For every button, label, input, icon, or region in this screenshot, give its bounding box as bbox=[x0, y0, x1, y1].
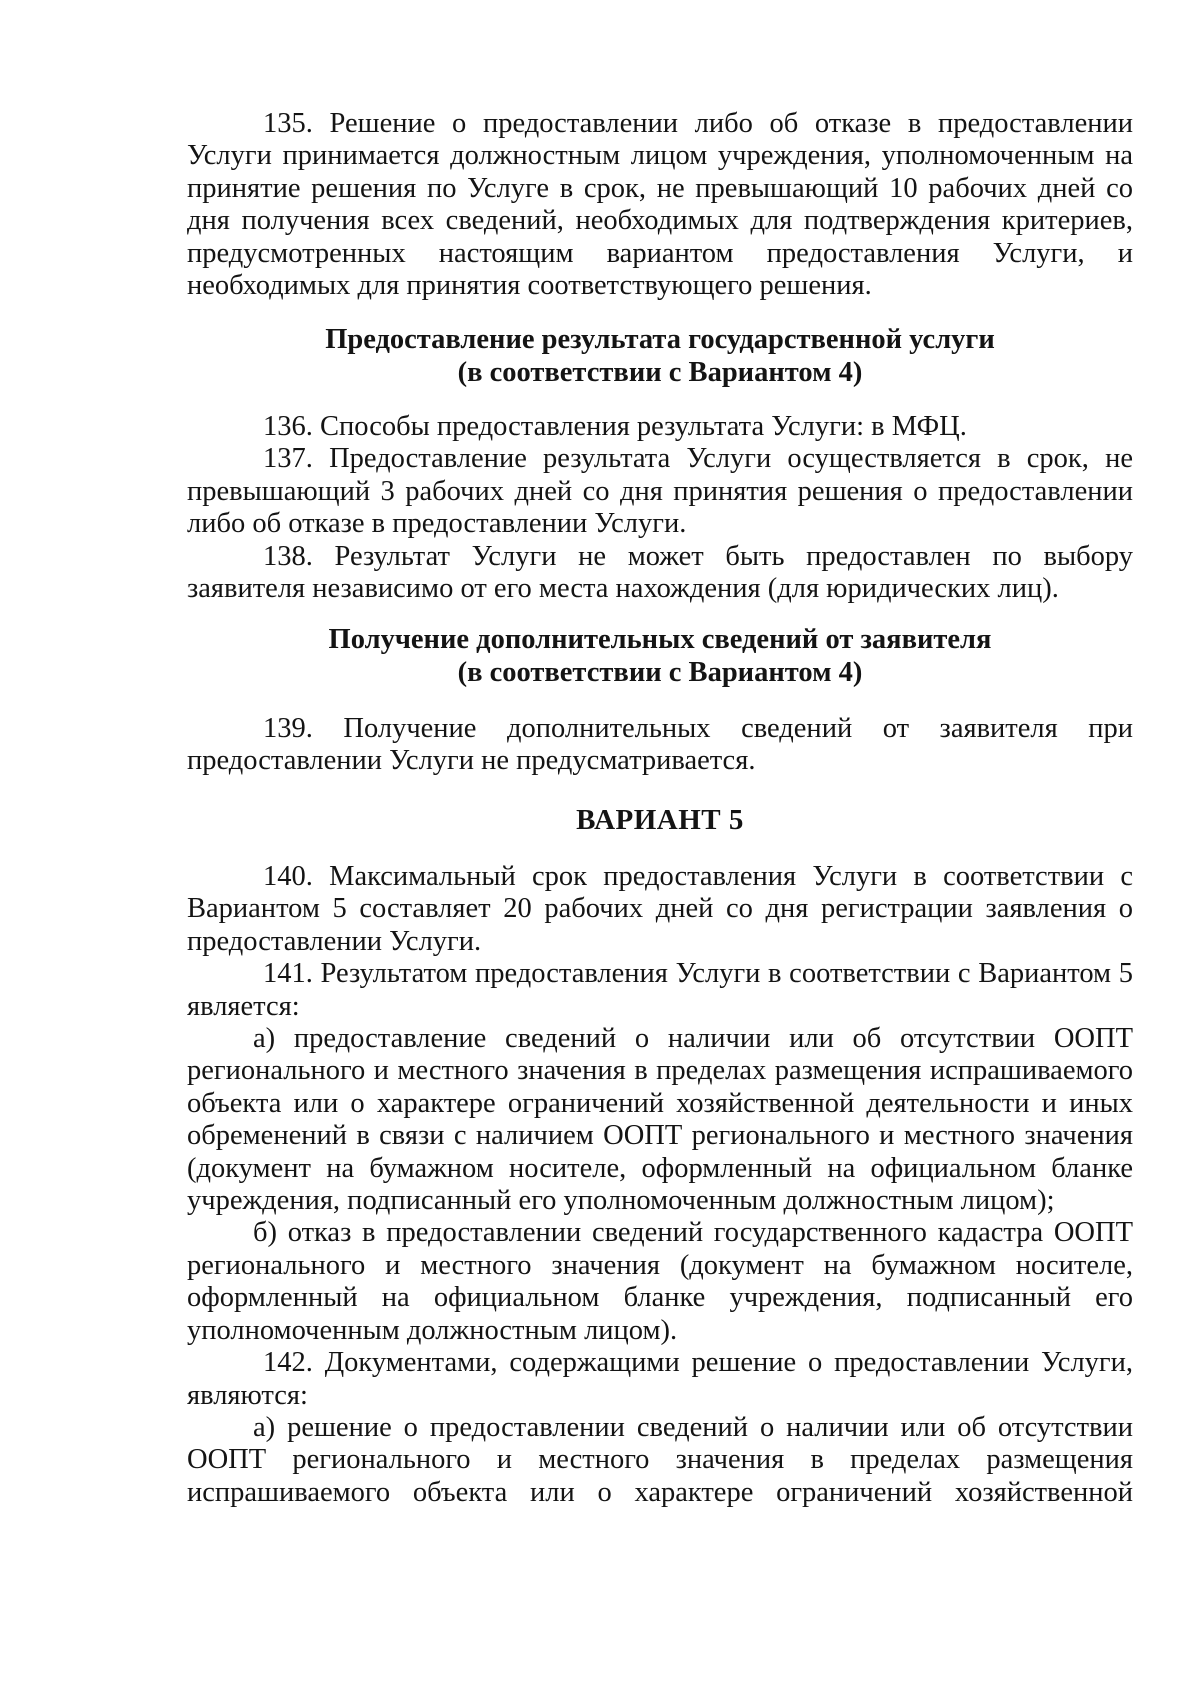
paragraph-141-a: а) предоставление сведений о наличии или об отсутствии ООПТ регионального и местного значения в пределах размещения испрашиваемого объекта или о характере ограничений хозяйственной деятельности и иных обременений в связи с наличием ООПТ регионального и местного значения (документ на бумажном носителе, оформленный на официальном бланке учреждения, подписанный его уполномоченным должностным лицом); bbox=[187, 1023, 1133, 1217]
section-heading-additional-info-line1: Получение дополнительных сведений от заявителя bbox=[328, 624, 992, 655]
paragraph-142-a: а) решение о предоставлении сведений о наличии или об отсутствии ООПТ регионального и местного значения в пределах размещения испрашиваемого объекта или о характере ограничений хозяйственной bbox=[187, 1411, 1133, 1508]
paragraph-137: 137. Предоставление результата Услуги осуществляется в срок, не превышающий 3 рабочих дней со дня принятия решения о предоставлении либо об отказе в предоставлении Услуги. bbox=[187, 443, 1133, 540]
section-heading-result-line2: (в соответствии с Вариантом 4) bbox=[457, 357, 863, 388]
paragraph-142: 142. Документами, содержащими решение о предоставлении Услуги, являются: bbox=[187, 1347, 1133, 1411]
paragraph-140: 140. Максимальный срок предоставления Услуги в соответствии с Вариантом 5 составляет 20 рабочих дней со дня регистрации заявления о предоставлении Услуги. bbox=[187, 861, 1133, 957]
variant-5-title-text: ВАРИАНТ 5 bbox=[576, 804, 744, 836]
paragraph-139: 139. Получение дополнительных сведений от заявителя при предоставлении Услуги не предусматривается. bbox=[187, 713, 1133, 777]
section-heading-additional-info-line2: (в соответствии с Вариантом 4) bbox=[457, 657, 863, 688]
section-heading-result-line1: Предоставление результата государственной услуги bbox=[325, 324, 995, 355]
paragraph-139-block bbox=[187, 713, 1133, 778]
paragraph-136: 136. Способы предоставления результата Услуги: в МФЦ. bbox=[263, 411, 967, 442]
paragraphs-140-142-block bbox=[187, 861, 1133, 1509]
paragraph-141: 141. Результатом предоставления Услуги в соответствии с Вариантом 5 является: bbox=[187, 958, 1133, 1022]
variant-5-title bbox=[187, 804, 1133, 837]
paragraphs-136-138-block bbox=[187, 411, 1133, 605]
section-heading-additional-info bbox=[187, 623, 1133, 689]
paragraph-141-b: б) отказ в предоставлении сведений государственного кадастра ООПТ регионального и местного значения (документ на бумажном носителе, оформленный на официальном бланке учреждения, подписанный его уполномоченным должностным лицом). bbox=[187, 1217, 1133, 1346]
paragraph-135-block bbox=[187, 108, 1133, 302]
paragraph-135: 135. Решение о предоставлении либо об отказе в предоставлении Услуги принимается должностным лицом учреждения, уполномоченным на принятие решения по Услуге в срок, не превышающий 10 рабочих дней со дня получения всех сведений, необходимых для подтверждения критериев, предусмотренных настоящим вариантом предоставления Услуги, и необходимых для принятия соответствующего решения. bbox=[187, 108, 1133, 302]
section-heading-result bbox=[187, 323, 1133, 389]
paragraph-138: 138. Результат Услуги не может быть предоставлен по выбору заявителя независимо от его места нахождения (для юридических лиц). bbox=[187, 540, 1133, 605]
